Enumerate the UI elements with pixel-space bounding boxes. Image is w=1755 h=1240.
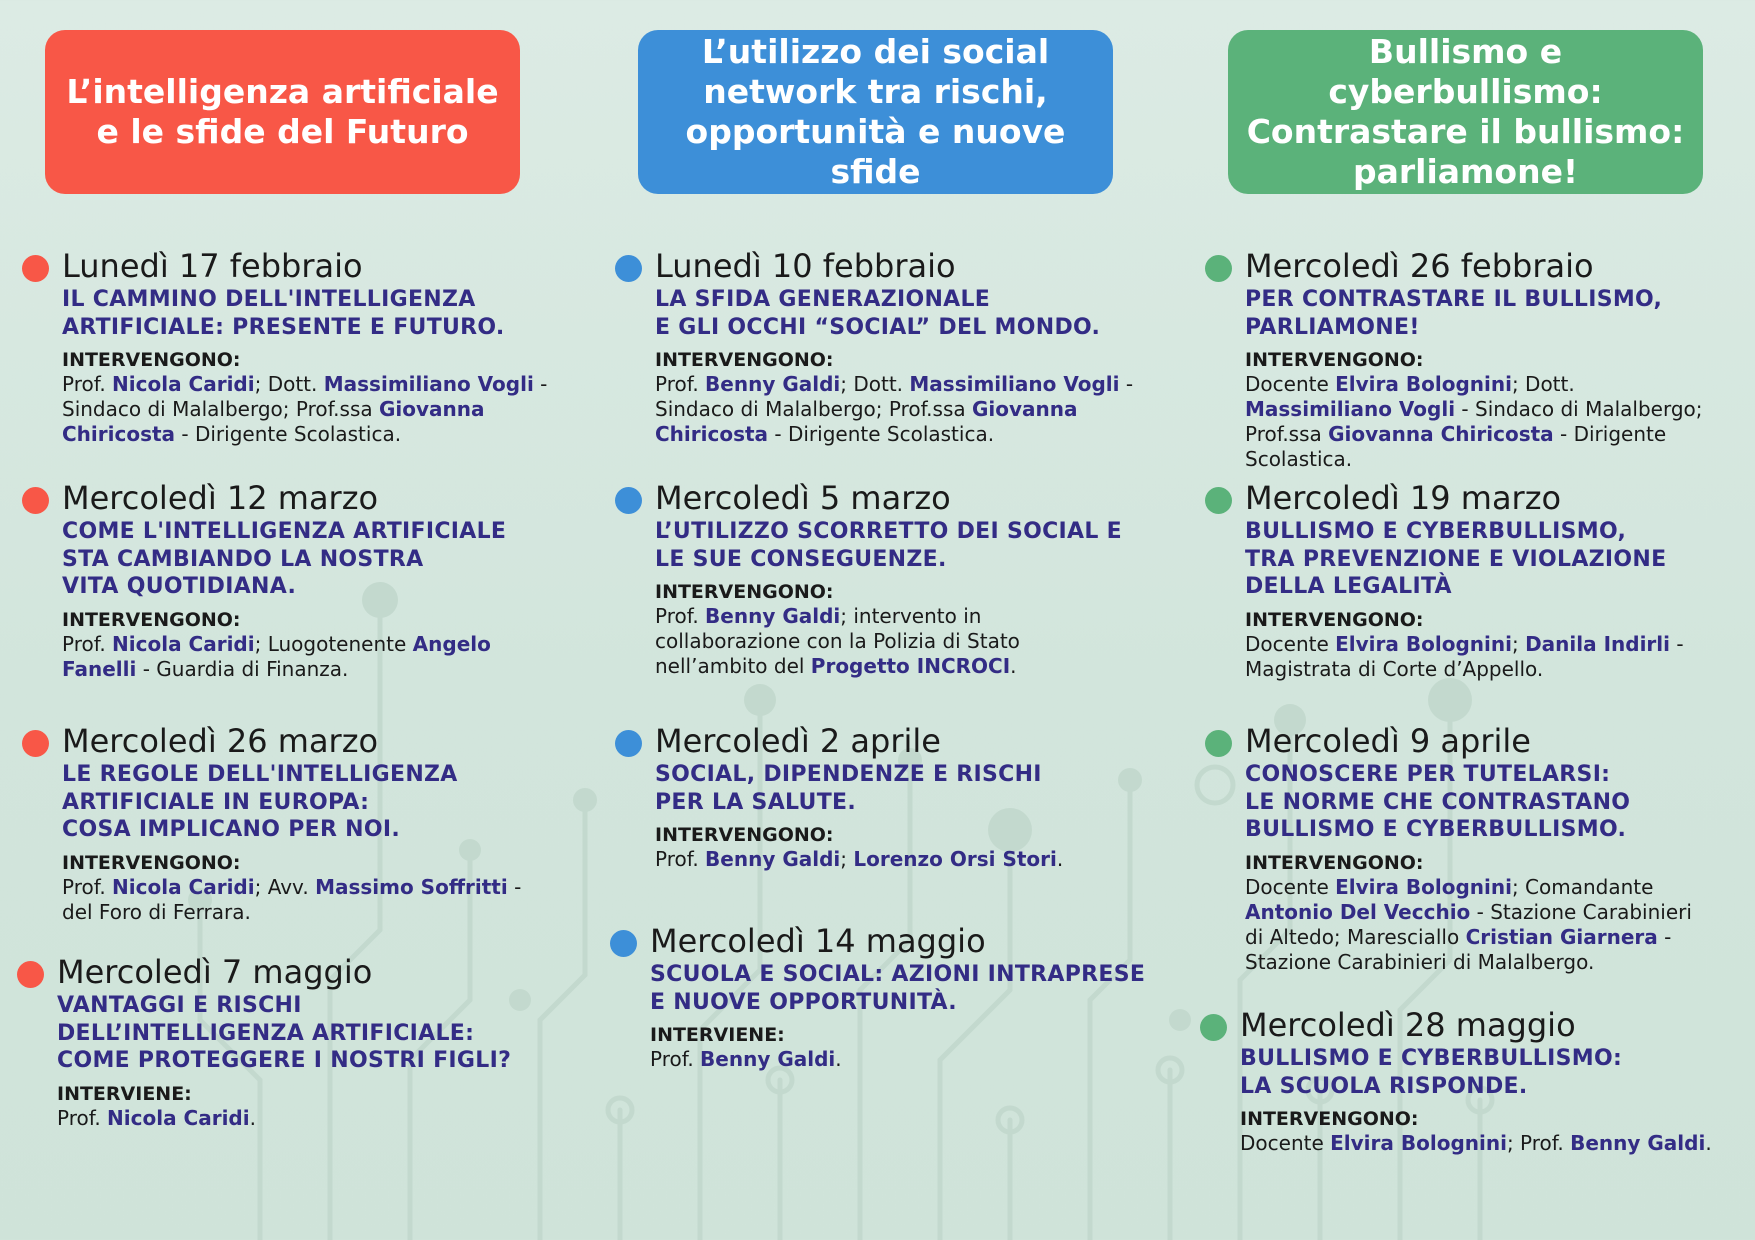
speaker-text: Prof. bbox=[62, 372, 113, 396]
speaker-text: Prof. bbox=[650, 1047, 701, 1071]
speaker-text: - del Foro di Ferrara. bbox=[62, 874, 522, 924]
bullet-icon bbox=[22, 255, 49, 282]
speaker-name: Giovanna Chiricosta bbox=[655, 397, 1078, 446]
speaker-text: . bbox=[835, 1047, 842, 1071]
speakers-text bbox=[57, 1106, 537, 1131]
event-title: PER CONTRASTARE IL BULLISMO, PARLIAMONE! bbox=[1245, 287, 1663, 340]
event bbox=[655, 721, 1135, 872]
event-title: COME L'INTELLIGENZA ARTIFICIALE STA CAMBIANDO LA NOSTRA VITA QUOTIDIANA. bbox=[62, 519, 507, 599]
speakers-label: INTERVIENE: bbox=[57, 1082, 192, 1105]
speakers-label: INTERVENGONO: bbox=[1245, 349, 1424, 371]
speaker-name: Nicola Caridi bbox=[112, 372, 255, 396]
bullet-icon bbox=[1200, 1014, 1227, 1041]
speakers-label: INTERVENGONO: bbox=[1245, 851, 1424, 874]
speaker-text: ; Dott. bbox=[840, 372, 910, 396]
speaker-text: Prof. bbox=[655, 372, 706, 396]
speaker-name: Nicola Caridi bbox=[107, 1105, 250, 1130]
event-title: LA SFIDA GENERAZIONALE E GLI OCCHI “SOCIAL” DEL MONDO. bbox=[655, 287, 1101, 340]
speaker-text: . bbox=[249, 1105, 256, 1130]
speakers-text bbox=[655, 847, 1135, 872]
speaker-name: Massimiliano Vogli bbox=[909, 372, 1120, 396]
event-date: Lunedì 17 febbraio bbox=[62, 247, 363, 285]
speaker-name: Massimiliano Vogli bbox=[323, 372, 534, 396]
speaker-text: - Dirigente Scolastica. bbox=[768, 422, 995, 446]
speaker-text: ; Avv. bbox=[254, 874, 316, 899]
speakers-text bbox=[1245, 875, 1710, 975]
speaker-text: Prof. bbox=[62, 874, 113, 899]
speaker-name: Elvira Bolognini bbox=[1330, 1131, 1507, 1155]
event-title: SOCIAL, DIPENDENZE E RISCHI PER LA SALUTE. bbox=[655, 762, 1042, 815]
event bbox=[655, 478, 1122, 679]
speaker-text: - Magistrata di Corte d’Appello. bbox=[1245, 631, 1684, 681]
speakers-text bbox=[1245, 632, 1705, 682]
event-date: Mercoledì 19 marzo bbox=[1245, 479, 1562, 517]
speakers-text bbox=[650, 1047, 1130, 1072]
event bbox=[1245, 478, 1705, 682]
speaker-text: ; bbox=[840, 847, 854, 871]
event-title: BULLISMO E CYBERBULLISMO: LA SCUOLA RISPONDE. bbox=[1240, 1046, 1623, 1099]
speaker-name: Benny Galdi bbox=[700, 1047, 836, 1071]
event-date: Mercoledì 2 aprile bbox=[655, 722, 941, 760]
speaker-name: Elvira Bolognini bbox=[1335, 874, 1512, 899]
speakers-label: INTERVENGONO: bbox=[62, 349, 241, 371]
speaker-text: - Guardia di Finanza. bbox=[136, 656, 349, 681]
column-header-text: Bullismo e cyberbullismo: Contrastare il bullismo: parliamone! bbox=[1246, 32, 1685, 191]
speaker-name: Benny Galdi bbox=[705, 604, 841, 628]
event-date: Mercoledì 12 marzo bbox=[62, 479, 379, 517]
event bbox=[1245, 721, 1710, 975]
bullet-icon bbox=[22, 487, 49, 514]
column-header-text: L’intelligenza artificiale e le sfide del Futuro bbox=[66, 72, 499, 151]
bullet-icon bbox=[615, 487, 642, 514]
speakers-label: INTERVENGONO: bbox=[655, 349, 834, 371]
speaker-name: Danila Indirli bbox=[1525, 631, 1670, 656]
speaker-text: - Dirigente Scolastica. bbox=[1245, 422, 1667, 471]
column-header bbox=[1228, 30, 1703, 194]
speakers-label: INTERVIENE: bbox=[650, 1024, 785, 1046]
event-title: LE REGOLE DELL'INTELLIGENZA ARTIFICIALE IN EUROPA: COSA IMPLICANO PER NOI. bbox=[62, 762, 458, 842]
speaker-text: - Sindaco di Malalbergo; Prof.ssa bbox=[1245, 397, 1703, 446]
speaker-text: ; intervento in collaborazione con la Polizia di Stato nell’ambito del bbox=[655, 604, 1020, 678]
speaker-text: . bbox=[1705, 1131, 1712, 1155]
speaker-text: Docente bbox=[1245, 874, 1336, 899]
event bbox=[655, 246, 1145, 447]
event-date: Mercoledì 5 marzo bbox=[655, 479, 951, 517]
speaker-text: - Sindaco di Malalbergo; Prof.ssa bbox=[62, 372, 548, 421]
speakers-label: INTERVENGONO: bbox=[62, 608, 241, 631]
speaker-name: Nicola Caridi bbox=[112, 874, 255, 899]
speakers-text bbox=[655, 604, 1055, 679]
speaker-text: - Dirigente Scolastica. bbox=[175, 422, 402, 446]
event-title: CONOSCERE PER TUTELARSI: LE NORME CHE CONTRASTANO BULLISMO E CYBERBULLISMO. bbox=[1245, 762, 1631, 842]
event-title: BULLISMO E CYBERBULLISMO, TRA PREVENZIONE E VIOLAZIONE DELLA LEGALITÀ bbox=[1245, 519, 1667, 599]
speakers-label: INTERVENGONO: bbox=[1240, 1108, 1419, 1130]
speaker-name: Antonio Del Vecchio bbox=[1245, 899, 1471, 924]
event-title: L’UTILIZZO SCORRETTO DEI SOCIAL E LE SUE CONSEGUENZE. bbox=[655, 519, 1122, 572]
speaker-name: Benny Galdi bbox=[705, 847, 841, 871]
speaker-text: . bbox=[1010, 654, 1017, 678]
speaker-name: Massimo Soffritti bbox=[315, 874, 508, 899]
speakers-label: INTERVENGONO: bbox=[1245, 608, 1424, 631]
speakers-text bbox=[62, 875, 542, 925]
bullet-icon bbox=[1205, 487, 1232, 514]
event-date: Mercoledì 28 maggio bbox=[1240, 1006, 1576, 1044]
speaker-text: ; Dott. bbox=[1511, 372, 1575, 396]
speaker-text: Docente bbox=[1240, 1131, 1331, 1155]
event-date: Mercoledì 9 aprile bbox=[1245, 722, 1531, 760]
bullet-icon bbox=[22, 730, 49, 757]
speaker-name: Progetto INCROCI bbox=[810, 654, 1011, 678]
speakers-text bbox=[655, 372, 1145, 447]
speaker-text: - Stazione Carabinieri di Malalbergo. bbox=[1245, 924, 1672, 974]
speaker-text: - Stazione Carabinieri di Altedo; Maresciallo bbox=[1245, 899, 1692, 949]
column-header bbox=[45, 30, 520, 194]
speaker-name: Giovanna Chiricosta bbox=[62, 397, 485, 446]
speaker-name: Nicola Caridi bbox=[112, 631, 255, 656]
speaker-name: Elvira Bolognini bbox=[1335, 631, 1512, 656]
speakers-label: INTERVENGONO: bbox=[62, 851, 241, 874]
speaker-text: Docente bbox=[1245, 631, 1336, 656]
speaker-text: Prof. bbox=[57, 1105, 108, 1130]
event bbox=[57, 952, 537, 1131]
event bbox=[650, 921, 1145, 1072]
event bbox=[1240, 1005, 1720, 1156]
bullet-icon bbox=[1205, 730, 1232, 757]
event-date: Lunedì 10 febbraio bbox=[655, 247, 956, 285]
bullet-icon bbox=[615, 730, 642, 757]
speaker-text: Prof. bbox=[655, 847, 706, 871]
event-date: Mercoledì 7 maggio bbox=[57, 953, 373, 991]
event bbox=[1245, 246, 1725, 472]
speaker-text: ; Dott. bbox=[254, 372, 324, 396]
column-header-text: L’utilizzo dei social network tra rischi, opportunità e nuove sfide bbox=[685, 32, 1066, 191]
speaker-text: ; Prof. bbox=[1506, 1131, 1571, 1155]
speakers-text bbox=[62, 372, 552, 447]
speakers-text bbox=[1240, 1131, 1720, 1156]
event-date: Mercoledì 26 marzo bbox=[62, 722, 379, 760]
speaker-text: Prof. bbox=[655, 604, 706, 628]
column-header bbox=[638, 30, 1113, 194]
speaker-text: . bbox=[1056, 847, 1064, 871]
bullet-icon bbox=[1205, 255, 1232, 282]
event bbox=[62, 246, 552, 447]
speaker-name: Lorenzo Orsi Stori bbox=[853, 847, 1057, 871]
speakers-label: INTERVENGONO: bbox=[655, 581, 834, 603]
event bbox=[62, 721, 542, 925]
speakers-text bbox=[1245, 372, 1725, 472]
speaker-text: ; Luogotenente bbox=[254, 631, 413, 656]
event bbox=[62, 478, 542, 682]
speaker-text: - Sindaco di Malalbergo; Prof.ssa bbox=[655, 372, 1134, 421]
speaker-name: Massimiliano Vogli bbox=[1245, 397, 1456, 421]
speaker-name: Angelo Fanelli bbox=[62, 631, 491, 681]
event-date: Mercoledì 26 febbraio bbox=[1245, 247, 1594, 285]
speaker-name: Benny Galdi bbox=[705, 372, 841, 396]
speaker-name: Elvira Bolognini bbox=[1335, 372, 1512, 396]
speaker-text: ; Comandante bbox=[1511, 874, 1654, 899]
speaker-name: Benny Galdi bbox=[1570, 1131, 1706, 1155]
speaker-text: ; bbox=[1511, 631, 1526, 656]
bullet-icon bbox=[610, 930, 637, 957]
speaker-text: Docente bbox=[1245, 372, 1336, 396]
speakers-label: INTERVENGONO: bbox=[655, 824, 834, 846]
event-title: SCUOLA E SOCIAL: AZIONI INTRAPRESE E NUOVE OPPORTUNITÀ. bbox=[650, 962, 1146, 1015]
speakers-text bbox=[62, 632, 542, 682]
event-title: VANTAGGI E RISCHI DELL’INTELLIGENZA ARTIFICIALE: COME PROTEGGERE I NOSTRI FIGLI? bbox=[57, 993, 512, 1073]
event-title: IL CAMMINO DELL'INTELLIGENZA ARTIFICIALE: PRESENTE E FUTURO. bbox=[62, 287, 505, 340]
speaker-text: Prof. bbox=[62, 631, 113, 656]
bullet-icon bbox=[17, 961, 44, 988]
event-date: Mercoledì 14 maggio bbox=[650, 922, 986, 960]
speaker-name: Cristian Giarnera bbox=[1465, 924, 1658, 949]
speaker-name: Giovanna Chiricosta bbox=[1328, 422, 1554, 446]
bullet-icon bbox=[615, 255, 642, 282]
